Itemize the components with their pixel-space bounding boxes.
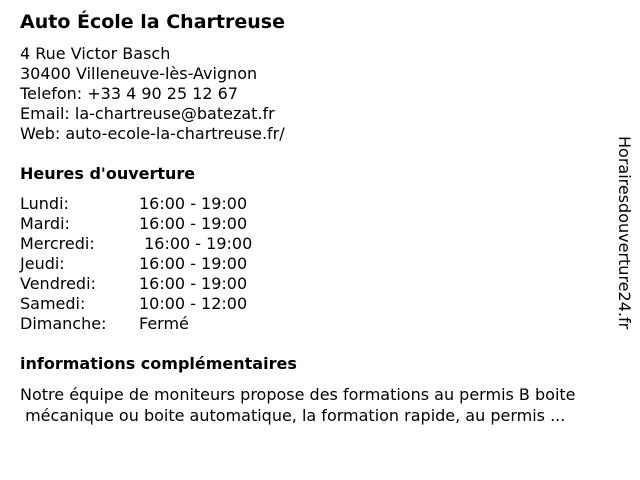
hours-time: 16:00 - 19:00 [139,194,248,213]
site-watermark: Horairesdouverture24.fr [615,136,634,330]
hours-day: Vendredi: [20,274,96,293]
hours-time: 16:00 - 19:00 [139,214,248,233]
hours-day: Samedi: [20,294,86,313]
hours-row-lundi [20,194,252,214]
street-address: 4 Rue Victor Basch [20,44,171,63]
website: Web: auto-ecole-la-chartreuse.fr/ [20,124,285,143]
business-address-block [20,44,285,144]
email-address: Email: la-chartreuse@batezat.fr [20,104,275,123]
phone-number: Telefon: +33 4 90 25 12 67 [20,84,239,103]
hours-day: Mardi: [20,214,70,233]
hours-time: 10:00 - 12:00 [139,294,248,313]
hours-day: Mercredi: [20,234,95,253]
hours-row-mercredi [20,234,252,254]
opening-hours-table [20,194,252,334]
hours-day: Jeudi: [20,254,65,273]
city-address: 30400 Villeneuve-lès-Avignon [20,64,258,83]
info-description [20,384,632,426]
hours-row-samedi [20,294,252,314]
hours-day: Dimanche: [20,314,107,333]
hours-row-dimanche [20,314,252,334]
business-name: Auto École la Chartreuse [20,11,285,33]
info-line-2: mécanique ou boite automatique, la formation rapide, au permis ... [20,406,566,425]
hours-row-vendredi [20,274,252,294]
hours-time: 16:00 - 19:00 [139,234,253,253]
hours-time: 16:00 - 19:00 [139,254,248,273]
hours-row-mardi [20,214,252,234]
hours-day: Lundi: [20,194,69,213]
hours-row-jeudi [20,254,252,274]
hours-time: Fermé [139,314,189,333]
info-heading: informations complémentaires [20,354,297,373]
hours-time: 16:00 - 19:00 [139,274,248,293]
hours-heading: Heures d'ouverture [20,164,196,183]
info-line-1: Notre équipe de moniteurs propose des formations au permis B boite [20,385,576,404]
